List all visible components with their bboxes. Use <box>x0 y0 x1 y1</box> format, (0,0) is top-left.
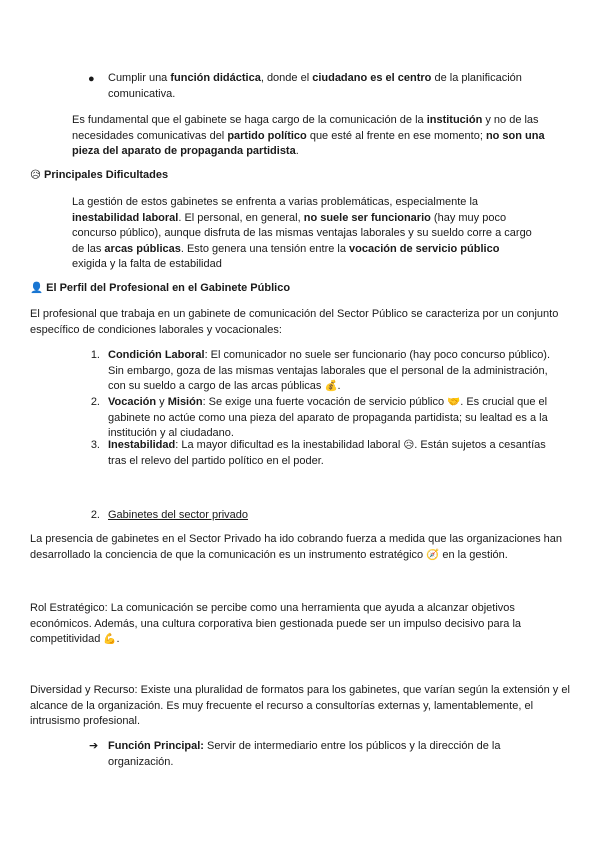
text: y <box>156 396 168 408</box>
heading-sector-privado <box>108 508 408 524</box>
paragraph-perfil-intro: El profesional que trabaja en un gabinete de comunicación del Sector Público se caracteriza por un conjunto específico de condiciones laborales y vocacionales: <box>30 308 559 336</box>
text: Cumplir una <box>108 72 171 84</box>
heading-dificultades <box>30 168 430 184</box>
text: (hay muy poco concurso público), aunque disfruta de las mismas ventajas laborales y su sueldo corre a cargo de las <box>72 211 532 255</box>
handshake-icon: 🤝 <box>447 396 461 408</box>
list-item-vocacion <box>108 395 560 442</box>
sad-face-icon: 😥 <box>30 169 41 181</box>
paragraph-institucion <box>72 113 552 160</box>
paragraph-rol-estrategico <box>30 601 570 648</box>
list-number: 1. <box>90 349 100 361</box>
sad-face-icon: 😥 <box>403 439 415 451</box>
heading-text: El Perfil del Profesional en el Gabinete Público <box>46 282 291 294</box>
bold-text: vocación de servicio público <box>349 242 500 255</box>
bullet-marker: ● <box>88 73 95 85</box>
heading-text: Gabinetes del sector privado <box>108 509 249 521</box>
text: : La mayor dificultad es la inestabilidad laboral <box>175 439 404 451</box>
bold-text: Función Principal: <box>108 740 204 752</box>
flexed-biceps-icon: 💪 <box>103 633 117 645</box>
person-icon: 👤 <box>30 282 44 294</box>
bullet-funcion-didactica <box>108 71 548 102</box>
text: : El comunicador no suele ser funcionario (hay poco concurso público). Sin embargo, goza de las mismas ventajas laborales que el personal de la administración, con su sueldo a cargo de las arcas públicas <box>108 349 551 392</box>
list-number: 3. <box>90 439 100 451</box>
text: : Se exige una fuerte vocación de servicio público <box>202 396 448 408</box>
bold-text: institución <box>426 114 483 126</box>
text: y no de las necesidades comunicativas del <box>72 114 539 142</box>
text: exigida y la falta de estabilidad <box>72 258 222 270</box>
bold-text: Misión <box>167 396 203 408</box>
text: que esté al frente en ese momento; <box>306 129 486 142</box>
text: . <box>116 633 120 645</box>
bold-text: función didáctica <box>170 72 261 84</box>
bold-text: Inestabilidad <box>108 439 176 451</box>
text: Es fundamental que el gabinete se haga cargo de la comunicación de la <box>72 114 427 126</box>
text: . Es crucial que el gabinete no actúe como una pieza del aparato de propaganda partidista; su lealtad es a la institución y al ciudadano. <box>108 396 548 439</box>
text: en la gestión. <box>439 548 508 561</box>
text: . <box>295 145 299 157</box>
list-item-condicion <box>108 348 560 395</box>
bold-text: arcas públicas <box>104 242 181 255</box>
text: La presencia de gabinetes en el Sector Privado ha ido cobrando fuerza a medida que las organizaciones han desarrollado la conciencia de que la comunicación es un instrumento estratégico <box>30 533 563 561</box>
compass-icon: 🧭 <box>426 548 440 561</box>
text: Servir de intermediario entre los públicos y la dirección de la organización. <box>108 740 501 768</box>
text: de la planificación comunicativa. <box>108 72 522 100</box>
bold-text: inestabilidad laboral <box>72 211 179 224</box>
paragraph-dificultades <box>72 195 534 273</box>
list-number: 2. <box>90 509 100 521</box>
bold-text: Condición Laboral <box>108 349 205 361</box>
text: , donde el <box>260 72 313 84</box>
list-item-inestabilidad <box>108 438 560 469</box>
text: . El personal, en general, <box>178 211 304 224</box>
heading-perfil <box>30 281 530 297</box>
text: . <box>337 380 341 392</box>
money-bag-icon: 💰 <box>324 380 338 392</box>
list-number: 2. <box>90 396 100 408</box>
bold-text: partido político <box>227 129 307 142</box>
text: Rol Estratégico: La comunicación se percibe como una herramienta que ayuda a alcanzar objetivos económicos. Además, una cultura corporativa bien gestionada puede ser un impulso decisivo para la competitividad <box>30 602 522 645</box>
funcion-principal <box>108 739 528 770</box>
bold-text: no suele ser funcionario <box>303 211 431 224</box>
bold-text: no son una pieza del aparato de propaganda partidista <box>72 129 545 157</box>
text: . Esto genera una tensión entre la <box>180 242 350 255</box>
heading-text: Principales Dificultades <box>44 169 169 181</box>
paragraph-diversidad: Diversidad y Recurso: Existe una pluralidad de formatos para los gabinetes, que varían según la extensión y el alcance de la organización. Es muy frecuente el recurso a consultorías externas y, lamentablemente, el intrusismo profesional. <box>30 684 570 727</box>
arrow-icon: ➔ <box>89 740 99 752</box>
text: La gestión de estos gabinetes se enfrenta a varias problemáticas, especialmente la <box>72 196 479 208</box>
bold-text: Vocación <box>108 396 157 408</box>
text: . Están sujetos a cesantías tras el relevo del partido político en el poder. <box>108 439 546 467</box>
bold-text: ciudadano es el centro <box>312 72 432 84</box>
paragraph-privado-presencia <box>30 532 570 563</box>
